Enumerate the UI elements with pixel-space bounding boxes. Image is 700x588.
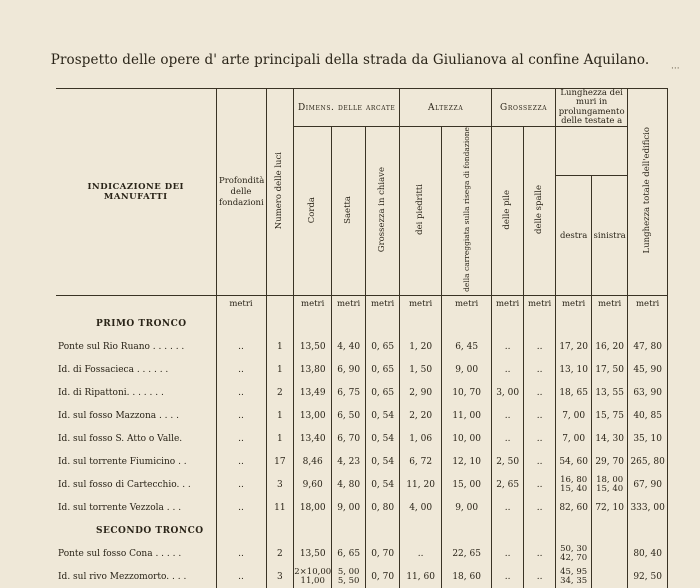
value-cell: 6, 50 xyxy=(332,404,366,427)
empty-cell xyxy=(442,312,492,335)
value-cell: 1 xyxy=(266,404,294,427)
empty-cell xyxy=(628,312,668,335)
value-cell: 18,00 xyxy=(294,496,332,519)
value-cell: 6, 45 xyxy=(442,335,492,358)
value-cell: 13,00 xyxy=(294,404,332,427)
value-cell: 2 xyxy=(266,381,294,404)
empty-cell xyxy=(524,519,556,542)
value-cell: .. xyxy=(524,473,556,496)
value-cell: 2, 65 xyxy=(492,473,524,496)
value-cell: 7, 00 xyxy=(556,404,592,427)
value-cell: 29, 70 xyxy=(592,450,628,473)
value-cell: 1 xyxy=(266,335,294,358)
value-cell: .. xyxy=(216,542,266,565)
header-pile: delle pile xyxy=(492,127,524,296)
empty-cell xyxy=(556,312,592,335)
value-cell: .. xyxy=(216,473,266,496)
table-row xyxy=(56,473,668,496)
value-cell: .. xyxy=(492,542,524,565)
header-carreggiata: della carreggiata sulla risega di fondazione xyxy=(442,127,492,296)
value-cell: 82, 60 xyxy=(556,496,592,519)
empty-cell xyxy=(266,312,294,335)
value-cell: 4, 40 xyxy=(332,335,366,358)
value-cell: .. xyxy=(216,427,266,450)
empty-cell xyxy=(442,519,492,542)
value-cell: 16, 20 xyxy=(592,335,628,358)
value-cell: 4, 80 xyxy=(332,473,366,496)
value-cell: 13, 55 xyxy=(592,381,628,404)
value-cell: 13,50 xyxy=(294,335,332,358)
value-cell: .. xyxy=(524,358,556,381)
value-cell: 333, 00 xyxy=(628,496,668,519)
value-cell: .. xyxy=(524,381,556,404)
value-cell: .. xyxy=(492,496,524,519)
page-title: Prospetto delle opere d' arte principali della strada da Giulianova al confine Aquilano. xyxy=(50,52,650,68)
value-cell: 11, 60 xyxy=(400,565,442,588)
header-spalle: delle spalle xyxy=(524,127,556,296)
value-cell: 18, 00 15, 40 xyxy=(592,473,628,496)
empty-cell xyxy=(524,312,556,335)
value-cell: 1 xyxy=(266,427,294,450)
value-cell: 45, 95 34, 35 xyxy=(556,565,592,588)
manufatto-name: Id. di Fossaciecа . . . . . . xyxy=(56,358,216,381)
empty-cell xyxy=(628,519,668,542)
value-cell: 10, 00 xyxy=(442,427,492,450)
manufatto-name: Id. sul fosso S. Atto o Valle. xyxy=(56,427,216,450)
value-cell: .. xyxy=(216,565,266,588)
value-cell: 47, 80 xyxy=(628,335,668,358)
value-cell: 63, 90 xyxy=(628,381,668,404)
value-cell: 13,40 xyxy=(294,427,332,450)
header-lunghezza-totale: Lunghezza totale dell'edificio xyxy=(628,89,668,296)
value-cell: 67, 90 xyxy=(628,473,668,496)
value-cell: 3, 00 xyxy=(492,381,524,404)
header-grossezza-chiave: Grossezza in chiave xyxy=(366,127,400,296)
value-cell: 0, 54 xyxy=(366,404,400,427)
value-cell: 265, 80 xyxy=(628,450,668,473)
header-sinistra: sinistra xyxy=(592,176,628,296)
value-cell: .. xyxy=(216,450,266,473)
value-cell: 6, 65 xyxy=(332,542,366,565)
table-row xyxy=(56,381,668,404)
units-row: metri metri metri metri metri metri metri metri metri metri metri xyxy=(56,296,668,313)
table-row xyxy=(56,335,668,358)
value-cell: 9, 00 xyxy=(442,358,492,381)
header-profondita: Profondità delle fondazioni xyxy=(216,89,266,296)
value-cell: 2 xyxy=(266,542,294,565)
works-table xyxy=(56,88,668,588)
empty-cell xyxy=(332,519,366,542)
value-cell: 8,46 xyxy=(294,450,332,473)
manufatto-name: Ponte sul fosso Cona . . . . . xyxy=(56,542,216,565)
empty-cell xyxy=(492,312,524,335)
value-cell: 2, 20 xyxy=(400,404,442,427)
value-cell: 80, 40 xyxy=(628,542,668,565)
value-cell xyxy=(592,542,628,565)
empty-cell xyxy=(266,519,294,542)
value-cell: .. xyxy=(524,335,556,358)
value-cell: .. xyxy=(524,542,556,565)
empty-cell xyxy=(592,519,628,542)
value-cell: 15, 00 xyxy=(442,473,492,496)
value-cell: 40, 85 xyxy=(628,404,668,427)
empty-cell xyxy=(492,519,524,542)
value-cell: 54, 60 xyxy=(556,450,592,473)
value-cell: 13,50 xyxy=(294,542,332,565)
manufatto-name: Id. sul fosso di Cartecchio. . . xyxy=(56,473,216,496)
section-title: PRIMO TRONCO xyxy=(56,312,216,335)
table-row xyxy=(56,542,668,565)
value-cell: 13,80 xyxy=(294,358,332,381)
value-cell: 18, 60 xyxy=(442,565,492,588)
header-numero-luci: Numero delle luci xyxy=(266,89,294,296)
empty-cell xyxy=(400,312,442,335)
empty-cell xyxy=(294,519,332,542)
section-row xyxy=(56,312,668,335)
value-cell: 45, 90 xyxy=(628,358,668,381)
value-cell: 13, 10 xyxy=(556,358,592,381)
manufatto-name: Id. sul torrente Fiumicino . . xyxy=(56,450,216,473)
value-cell: 2×10,00 11,00 xyxy=(294,565,332,588)
value-cell: .. xyxy=(216,404,266,427)
value-cell: .. xyxy=(216,358,266,381)
value-cell: 9, 00 xyxy=(332,496,366,519)
value-cell: 1 xyxy=(266,358,294,381)
value-cell: 3 xyxy=(266,565,294,588)
value-cell: 0, 65 xyxy=(366,335,400,358)
value-cell: 17 xyxy=(266,450,294,473)
value-cell: .. xyxy=(492,404,524,427)
table-row xyxy=(56,565,668,588)
empty-cell xyxy=(294,312,332,335)
manufatto-name: Id. sul rivo Mezzomorto. . . . xyxy=(56,565,216,588)
header-grossezza: Grossezza xyxy=(492,89,556,127)
empty-cell xyxy=(556,519,592,542)
value-cell: 11, 20 xyxy=(400,473,442,496)
table-row xyxy=(56,404,668,427)
value-cell: 12, 10 xyxy=(442,450,492,473)
value-cell: 22, 65 xyxy=(442,542,492,565)
value-cell: .. xyxy=(492,335,524,358)
header-dimensioni: Dimens. delle arcate xyxy=(294,89,400,127)
value-cell: 16, 80 15, 40 xyxy=(556,473,592,496)
value-cell: 3 xyxy=(266,473,294,496)
value-cell: .. xyxy=(524,450,556,473)
table-row xyxy=(56,450,668,473)
value-cell: 4, 23 xyxy=(332,450,366,473)
value-cell: 14, 30 xyxy=(592,427,628,450)
value-cell: .. xyxy=(400,542,442,565)
empty-cell xyxy=(216,312,266,335)
value-cell: 5, 00 5, 50 xyxy=(332,565,366,588)
value-cell: 2, 90 xyxy=(400,381,442,404)
value-cell: 35, 10 xyxy=(628,427,668,450)
value-cell: .. xyxy=(216,335,266,358)
value-cell: .. xyxy=(524,496,556,519)
value-cell: 1, 06 xyxy=(400,427,442,450)
empty-cell xyxy=(592,312,628,335)
value-cell: 0, 70 xyxy=(366,565,400,588)
value-cell: 0, 80 xyxy=(366,496,400,519)
value-cell: 0, 54 xyxy=(366,427,400,450)
value-cell: 4, 00 xyxy=(400,496,442,519)
value-cell: 9, 00 xyxy=(442,496,492,519)
value-cell: 6, 72 xyxy=(400,450,442,473)
value-cell: .. xyxy=(216,496,266,519)
manufatto-name: Id. sul fosso Mazzona . . . . xyxy=(56,404,216,427)
value-cell: 0, 65 xyxy=(366,381,400,404)
value-cell: .. xyxy=(492,427,524,450)
empty-cell xyxy=(366,312,400,335)
value-cell: .. xyxy=(492,565,524,588)
value-cell: 50, 30 42, 70 xyxy=(556,542,592,565)
empty-cell xyxy=(400,519,442,542)
section-row xyxy=(56,519,668,542)
header-altezza: Altezza xyxy=(400,89,492,127)
value-cell: 1, 50 xyxy=(400,358,442,381)
manufatto-name: Id. sul torrente Vezzola . . . xyxy=(56,496,216,519)
value-cell: .. xyxy=(492,358,524,381)
manufatto-name: Ponte sul Rio Ruano . . . . . . xyxy=(56,335,216,358)
value-cell: 0, 70 xyxy=(366,542,400,565)
value-cell: 10, 70 xyxy=(442,381,492,404)
value-cell: 6, 70 xyxy=(332,427,366,450)
table-row xyxy=(56,427,668,450)
header-piedritti: dei piedritti xyxy=(400,127,442,296)
value-cell: 7, 00 xyxy=(556,427,592,450)
section-title: SECONDO TRONCO xyxy=(56,519,216,542)
header-destra: destra xyxy=(556,176,592,296)
value-cell: .. xyxy=(216,381,266,404)
header-saetta: Saetta xyxy=(332,127,366,296)
value-cell: 0, 65 xyxy=(366,358,400,381)
value-cell: 17, 20 xyxy=(556,335,592,358)
manufatto-name: Id. di Ripattoni. . . . . . . xyxy=(56,381,216,404)
value-cell: 11, 00 xyxy=(442,404,492,427)
value-cell: 2, 50 xyxy=(492,450,524,473)
empty-cell xyxy=(332,312,366,335)
header-corda: Corda xyxy=(294,127,332,296)
empty-cell xyxy=(366,519,400,542)
value-cell: .. xyxy=(524,404,556,427)
value-cell xyxy=(592,565,628,588)
header-lunghezza-spacer xyxy=(556,127,628,176)
value-cell: 15, 75 xyxy=(592,404,628,427)
value-cell: 6, 90 xyxy=(332,358,366,381)
value-cell: 1, 20 xyxy=(400,335,442,358)
table-row xyxy=(56,358,668,381)
value-cell: 13,49 xyxy=(294,381,332,404)
value-cell: .. xyxy=(524,565,556,588)
value-cell: 0, 54 xyxy=(366,450,400,473)
value-cell: 6, 75 xyxy=(332,381,366,404)
empty-cell xyxy=(216,519,266,542)
value-cell: 17, 50 xyxy=(592,358,628,381)
header-indicazione: INDICAZIONE DEI MANUFATTI xyxy=(56,89,216,296)
value-cell: 18, 65 xyxy=(556,381,592,404)
value-cell: 11 xyxy=(266,496,294,519)
value-cell: 72, 10 xyxy=(592,496,628,519)
value-cell: .. xyxy=(524,427,556,450)
value-cell: 92, 50 xyxy=(628,565,668,588)
value-cell: 0, 54 xyxy=(366,473,400,496)
value-cell: 9,60 xyxy=(294,473,332,496)
header-lunghezza-muri: Lunghezza dei muri in prolungamento delle testate a xyxy=(556,89,628,127)
margin-mark: ··· xyxy=(671,64,680,74)
